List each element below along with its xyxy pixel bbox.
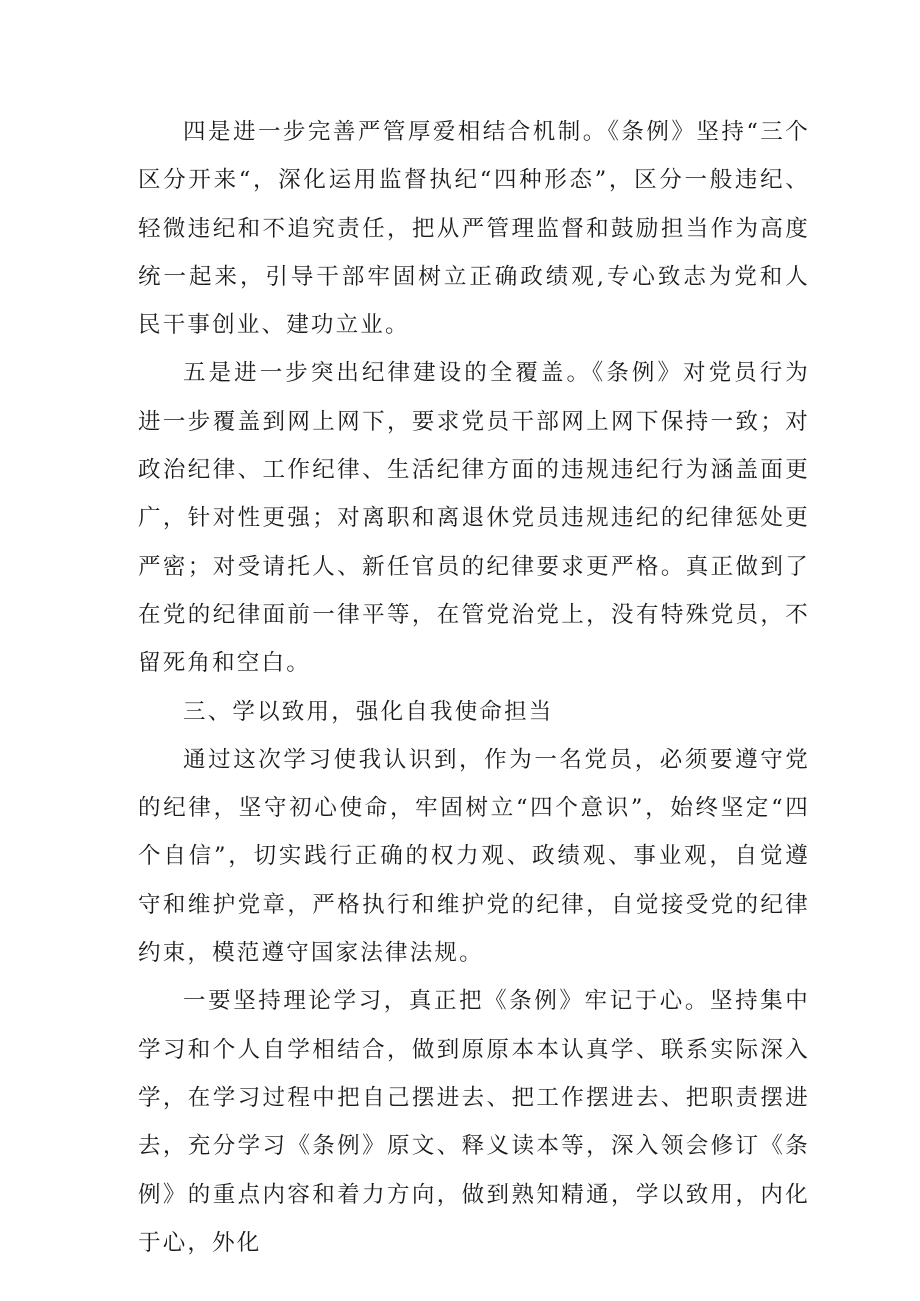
document-body [138, 108, 810, 1267]
paragraph-four: 四是进一步完善严管厚爱相结合机制。《条例》坚持“三个区分开来“，深化运用监督执纪“四种形态”，区分一般违纪、轻微违纪和不追究责任，把从严管理监督和鼓励担当作为高度统一起来，引导干部牢固树立正确政绩观,专心致志为党和人民干事创业、建功立业。 [138, 119, 810, 339]
paragraph-one: 一要坚持理论学习，真正把《条例》牢记于心。坚持集中学习和个人自学相结合，做到原原本本认真学、联系实际深入学，在学习过程中把自己摆进去、把工作摆进去、把职责摆进去，充分学习《条例》原文、释义读本等，深入领会修订《条例》的重点内容和着力方向，做到熟知精通，学以致用，内化于心，外化 [138, 988, 810, 1256]
paragraph-study: 通过这次学习使我认识到，作为一名党员，必须要遵守党的纪律，坚守初心使命，牢固树立“四个意识”，始终坚定“四个自信”，切实践行正确的权力观、政绩观、事业观，自觉遵守和维护党章，严格执行和维护党的纪律，自觉接受党的纪律约束，模范遵守国家法律法规。 [138, 746, 810, 967]
section-heading: 三、学以致用，强化自我使命担当 [183, 698, 554, 725]
paragraph-five: 五是进一步突出纪律建设的全覆盖。《条例》对党员行为进一步覆盖到网上网下，要求党员干部网上网下保持一致；对政治纪律、工作纪律、生活纪律方面的违规违纪行为涵盖面更广，针对性更强；对离职和离退休党员违规违纪的纪律惩处更严密；对受请托人、新任官员的纪律要求更严格。真正做到了在党的纪律面前一律平等，在管党治党上，没有特殊党员，不留死角和空白。 [138, 360, 810, 677]
